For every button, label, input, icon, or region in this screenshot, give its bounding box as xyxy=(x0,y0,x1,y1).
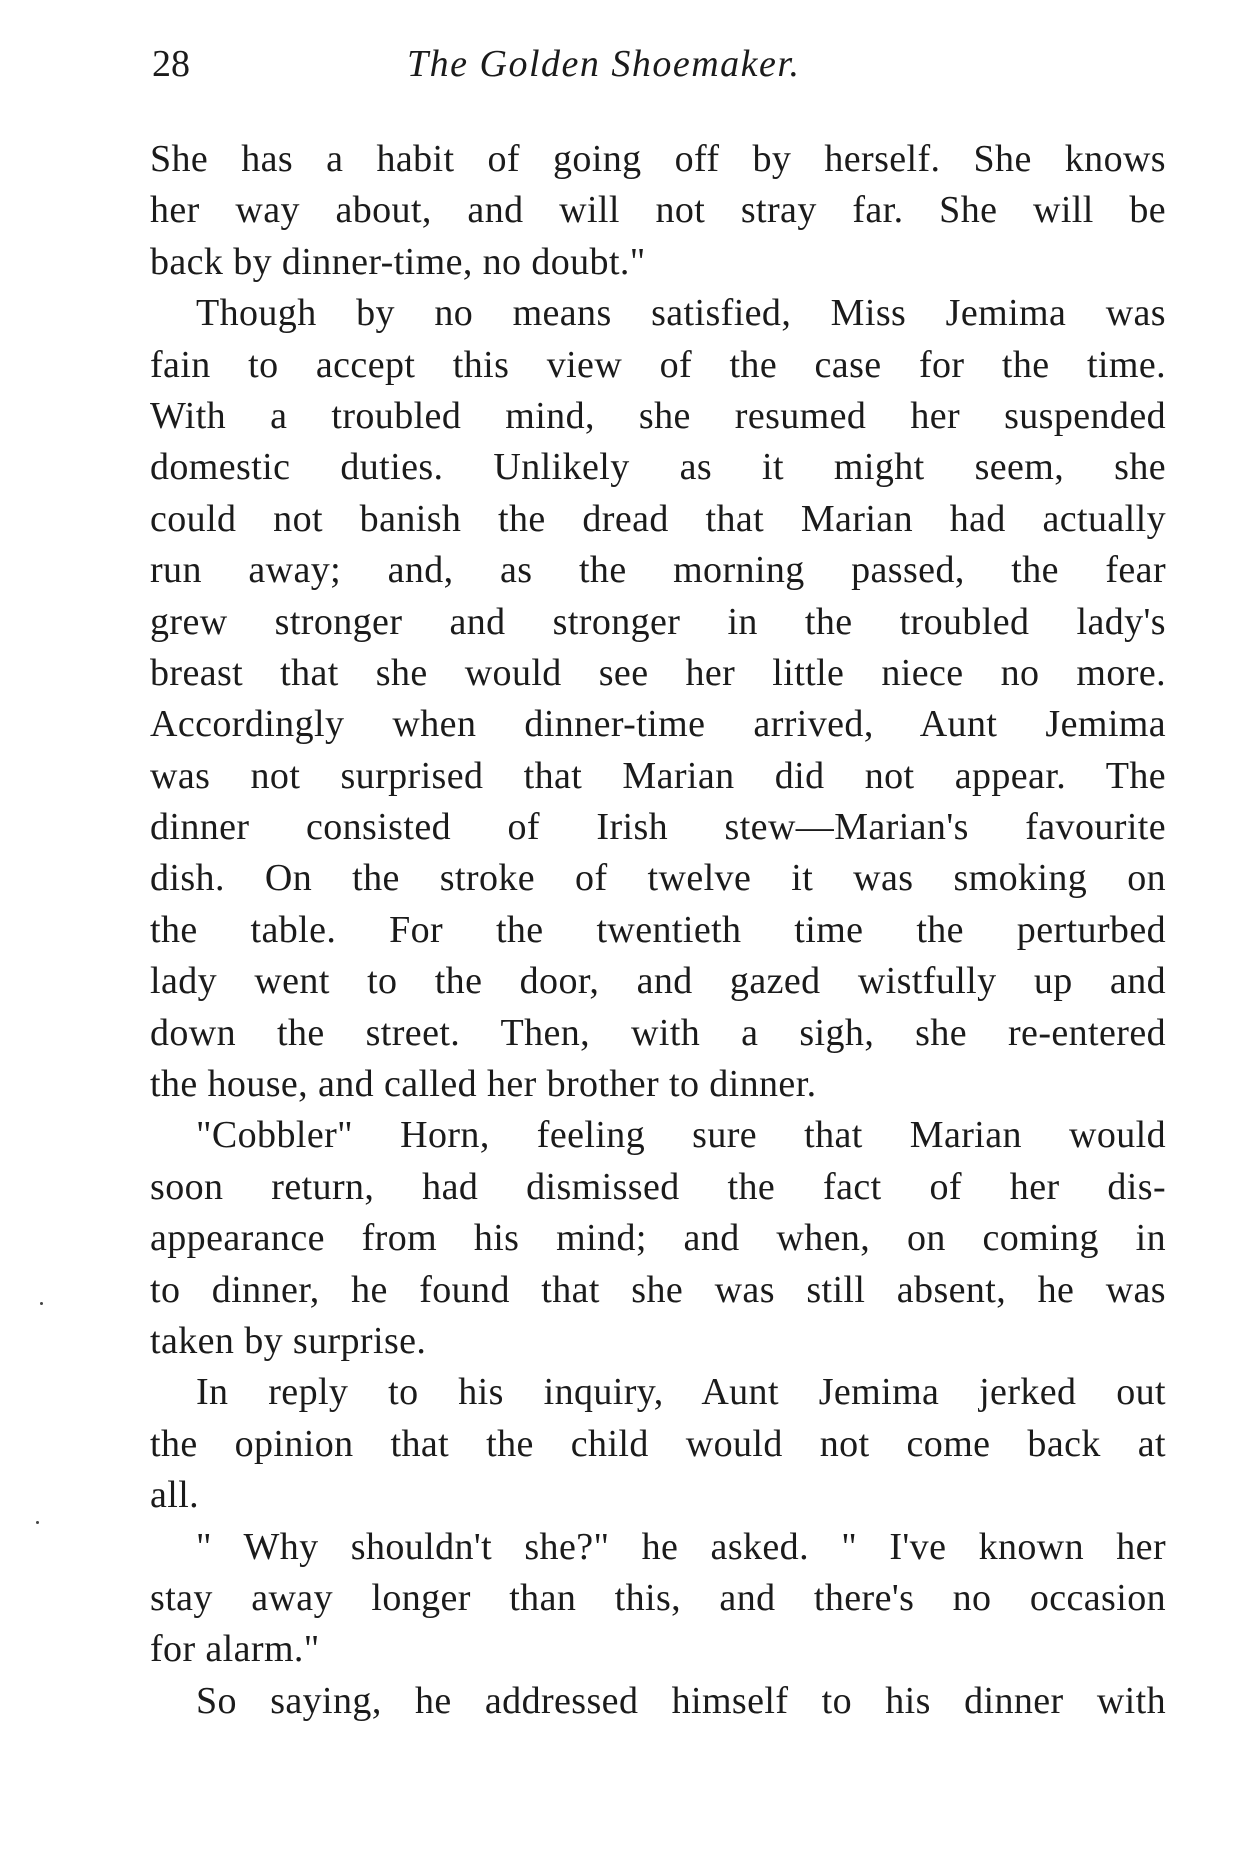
text-line: Though by no means satisfied, Miss Jemima was xyxy=(196,292,1166,335)
text-line: down the street. Then, with a sigh, she re-entered xyxy=(150,1011,1166,1054)
text-line: In reply to his inquiry, Aunt Jemima jerked out xyxy=(196,1371,1166,1414)
text-line: soon return, had dismissed the fact of her dis- xyxy=(150,1165,1166,1208)
text-line: was not surprised that Marian did not appear. The xyxy=(150,754,1166,797)
text-line: appearance from his mind; and when, on coming in xyxy=(150,1217,1166,1260)
text-line: "Cobbler" Horn, feeling sure that Marian would xyxy=(196,1114,1166,1157)
text-line: lady went to the door, and gazed wistfully up and xyxy=(150,960,1166,1003)
text-line: fain to accept this view of the case for the time. xyxy=(150,343,1166,386)
text-line: She has a habit of going off by herself. She knows xyxy=(150,138,1166,180)
text-line: Accordingly when dinner-time arrived, Aunt Jemima xyxy=(150,703,1166,746)
text-line: dish. On the stroke of twelve it was smoking on xyxy=(150,857,1166,900)
text-line: With a troubled mind, she resumed her suspended xyxy=(150,394,1166,437)
print-speck xyxy=(40,1302,43,1305)
text-line: the table. For the twentieth time the perturbed xyxy=(150,908,1166,951)
text-line: breast that she would see her little niece no more. xyxy=(150,651,1166,694)
text-line: So saying, he addressed himself to his dinner with xyxy=(196,1679,1166,1722)
running-title: The Golden Shoemaker. xyxy=(407,43,801,85)
text-line: all. xyxy=(150,1474,200,1517)
text-line: dinner consisted of Irish stew—Marian's favourite xyxy=(150,806,1166,849)
text-line: grew stronger and stronger in the troubled lady's xyxy=(150,600,1166,643)
text-line: the opinion that the child would not come back at xyxy=(150,1422,1166,1465)
text-line: for alarm." xyxy=(150,1628,320,1671)
text-line: to dinner, he found that she was still absent, he was xyxy=(150,1268,1166,1311)
text-line: her way about, and will not stray far. She will be xyxy=(150,189,1166,232)
text-line: " Why shouldn't she?" he asked. " I've known her xyxy=(196,1525,1166,1568)
text-line: could not banish the dread that Marian had actually xyxy=(150,497,1166,540)
text-line: back by dinner-time, no doubt." xyxy=(150,240,646,283)
body-text xyxy=(150,134,1166,1727)
print-speck xyxy=(36,1521,39,1524)
page-number: 28 xyxy=(152,43,190,85)
text-line: taken by surprise. xyxy=(150,1319,427,1362)
text-line: stay away longer than this, and there's no occasion xyxy=(150,1576,1166,1619)
text-line: the house, and called her brother to dinner. xyxy=(150,1063,817,1106)
text-line: run away; and, as the morning passed, the fear xyxy=(150,549,1166,592)
running-head xyxy=(152,34,1168,94)
text-line: domestic duties. Unlikely as it might seem, she xyxy=(150,446,1166,489)
